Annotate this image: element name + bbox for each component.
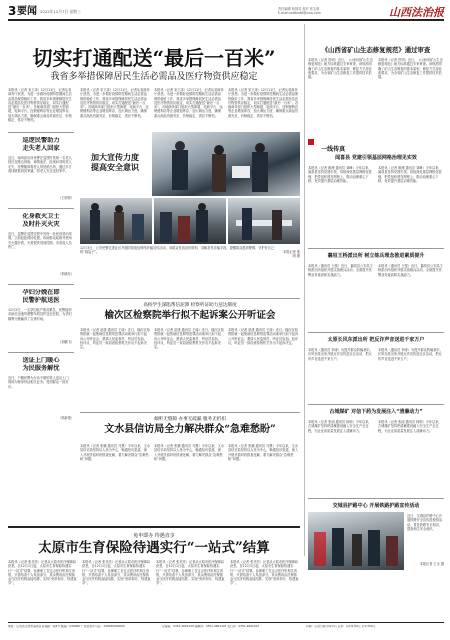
right-item-body-col1: 本报讯（通讯员 王强）近日，襄垣县公安局王桥派出所组织开展实战练兵活动，全面提升民警业务素质和实战能力。 bbox=[308, 264, 373, 277]
right-item-divider bbox=[308, 332, 444, 333]
story-yuci bbox=[80, 298, 300, 408]
right-item-body-col1: 本报讯（记者 张丽 通讯员 杨明）今年以来，古城煤矿坚持把清廉建设融入安全生产全过程，为企业高质量发展注入清廉动力。 bbox=[308, 420, 372, 433]
section-name: 要闻 bbox=[17, 6, 37, 17]
brief-body: 近日，南风派出所民警在巡逻时发现一名老人独自在路边徘徊，神情迷茫，经询问得知老人走失，民警随即将老人带回派出所，通过多方查找联系到其家属，将老人安全送回家中。 bbox=[8, 156, 72, 173]
special-label bbox=[308, 136, 444, 153]
brief-divider bbox=[8, 352, 74, 353]
brief-headline: 送证上门暖心 为民服务解忧 bbox=[22, 357, 60, 372]
masthead-logo: 山西法治报 bbox=[389, 6, 444, 19]
lead-subtitle: 我省多举措保障居民生活必需品及医疗物资供应稳定 bbox=[50, 72, 258, 82]
brief-divider bbox=[8, 208, 74, 209]
lead-body-col1: 本报讯（记者 宋王泽）12月11日，记者从省商务厅获悉，为进一步做好疫情防控期间生活必需品保供稳价工作，我省多举措保障居民生活必需品及医疗物资供应稳定，切实打通配送“最后一百米”。各地商务部门组织大型商超、电商平台、连锁便利店等企业增加库存，加大调运力度，确保重点商品货源充足、价格稳定、供应不断档。 bbox=[8, 88, 72, 123]
story-title: 太原市生育保险待遇实行“一站式”结算 bbox=[38, 539, 270, 556]
right-item-headline: 古城煤矿 对信下药为发展注入“清廉动力” bbox=[329, 409, 423, 415]
photo-scene-police bbox=[152, 132, 300, 196]
right-bottom-text: 近日，交城县护路中心开展铁路安全宣传进校园活动，普及铁路安全知识，提高师生安全意识。 bbox=[407, 514, 443, 531]
right-item-divider bbox=[308, 404, 444, 405]
brief-headline: 巡逻民警助力 走失老人回家 bbox=[22, 137, 60, 152]
photo-bottom-right bbox=[228, 198, 300, 244]
brief-divider bbox=[8, 132, 74, 133]
footer-address: 地址：山西省太原市高新区晋祠路一段8号 邮编：030000 广告经营许可证：140000400000 bbox=[8, 625, 125, 628]
right-item bbox=[308, 252, 444, 328]
right-item-headline: 交城县护路中心 开展铁路护路宣传活动 bbox=[332, 503, 420, 509]
photo-scene-crowd bbox=[154, 198, 226, 244]
brief-item bbox=[8, 357, 74, 427]
right-title: 《山西省矿山生态修复规范》通过审查 bbox=[321, 46, 431, 54]
footer bbox=[8, 625, 444, 635]
story-kicker: 免申即办 待遇直享 bbox=[133, 532, 175, 539]
footer-rule bbox=[8, 622, 444, 623]
photo-scene-booth bbox=[228, 198, 300, 244]
brief-item bbox=[8, 289, 74, 349]
story-body-col3: 本报讯（记者 赵康 通讯员 王丽）近日，榆次区检察院就一起帮助信息网络犯罪活动案举行拟不起诉公开听证会，邀请人民监督员、听证员参加。经评议，听证员一致同意检察机关作出不起诉决定。 bbox=[228, 328, 299, 345]
editor-credit: 责任编辑 杨国英 校对 张宝莉 bbox=[278, 7, 320, 11]
story-body-col2: 本报讯（记者 赵康 通讯员 王丽）近日，榆次区检察院就一起帮助信息网络犯罪活动案举行拟不起诉公开听证会，邀请人民监督员、听证员参加。经评议，听证员一致同意检察机关作出不起诉决定。 bbox=[154, 328, 224, 350]
header-rule bbox=[8, 19, 444, 21]
right-item bbox=[308, 408, 444, 494]
photo-caption: 12月3日，公安民警走进社区开展防范电信网络诈骗宣传活动，向群众发放宣传资料，讲解常见诈骗手段，提醒群众提高警惕，守护好自己的“钱袋子”。 bbox=[80, 246, 275, 255]
brief-signature: （李晓东） bbox=[58, 272, 74, 276]
brief-divider bbox=[8, 284, 74, 285]
story-top-rule bbox=[80, 298, 300, 299]
story-top-rule bbox=[80, 412, 300, 413]
story-taiyuan-insurance bbox=[8, 526, 300, 618]
right-body-col2: 本报讯（记者 贺明）近日，《山西省矿山生态修复规范》地方标准通过专家审查。该规范明确了矿山生态修复的基本原则、修复方式及验收要求，为全省矿山生态修复工作提供技术依据。 bbox=[378, 58, 443, 80]
right-item-body-col2: 本报讯（记者 张丽 通讯员 杨明）今年以来，古城煤矿坚持把清廉建设融入安全生产全过程，为企业高质量发展注入清廉动力。 bbox=[378, 420, 442, 433]
lead-body-col3: 本报讯（记者 宋王泽）12月11日，记者从省商务厅获悉，为进一步做好疫情防控期间生活必需品保供稳价工作，我省多举措保障居民生活必需品及医疗物资供应稳定，切实打通配送“最后一百米”。各地商务部门组织大型商超、电商平台、连锁便利店等企业增加库存，加大调运力度，确保重点商品货源充足、价格稳定、供应不断档。 bbox=[154, 88, 224, 118]
lead-body-col4: 本报讯（记者 宋王泽）12月11日，记者从省商务厅获悉，为进一步做好疫情防控期间生活必需品保供稳价工作，我省多举措保障居民生活必需品及医疗物资供应稳定，切实打通配送“最后一百米”。各地商务部门组织大型商超、电商平台、连锁便利店等企业增加库存，加大调运力度，确保重点商品货源充足、价格稳定、供应不断档。 bbox=[228, 88, 299, 118]
special-label-icon bbox=[308, 139, 314, 145]
right-bottom-credit: 本报记者 王永 摄 bbox=[419, 562, 444, 566]
lead-title: 切实打通配送“最后一百米” bbox=[32, 46, 276, 70]
story-kicker: 高校学生深陷帮信泥潭 检察听证助力送达制度 bbox=[143, 303, 237, 308]
story-body-col1: 本报讯（记者 张鹏 通讯员 马慧）今年以来，文水县信访局坚持以人民为中心，畅通信访渠道，深入开展矛盾纠纷排查化解，着力解决群众“急难愁盼”问题。 bbox=[80, 444, 150, 461]
right-item-body-col1: 本报讯（通讯员 李涛）为提升群众防骗意识，长风东派出所开展反诈宣传进社区活动，把反诈声音送进千家万户。 bbox=[308, 348, 373, 361]
photo-scene-street bbox=[80, 198, 152, 244]
photo-bottom-left bbox=[80, 198, 152, 244]
brief-signature: （王婷婷） bbox=[58, 196, 74, 200]
photo-credit: 本报记者 邢明 摄 bbox=[283, 250, 300, 259]
photo-bottom-mid bbox=[154, 198, 226, 244]
brief-headline: 孕妇分娩在即 民警护航送医 bbox=[22, 289, 60, 304]
column-divider-right bbox=[304, 24, 305, 556]
story-title: 榆次区检察院举行拟不起诉案公开听证会 bbox=[104, 310, 276, 321]
brief-body: 12月2日，一名孕妇临产情况紧急，民警接到求助后迅速驾驶警车将其护送至医院，为孕妇顺利分娩赢得了宝贵时间。 bbox=[8, 308, 72, 321]
photo-top-right bbox=[152, 132, 300, 196]
right-item-headline: 襄垣王桥派出所 树立练兵理念推进素质提升 bbox=[327, 253, 425, 259]
story-top-rule bbox=[8, 526, 300, 528]
story-kicker: 倾听无缝隙 办事无疏漏 服务无折扣 bbox=[154, 417, 226, 422]
lead-body-col2: 本报讯（记者 宋王泽）12月11日，记者从省商务厅获悉，为进一步做好疫情防控期间生活必需品保供稳价工作，我省多举措保障居民生活必需品及医疗物资供应稳定，切实打通配送“最后一百米”。各地商务部门组织大型商超、电商平台、连锁便利店等企业增加库存，加大调运力度，确保重点商品货源充足、价格稳定、供应不断档。 bbox=[80, 88, 150, 118]
right-item-headline: 闻喜县 党建引领基层网格治理见实效 bbox=[335, 155, 417, 161]
brief-item bbox=[8, 137, 74, 205]
right-item-body-col2: 本报讯（通讯员 李涛）为提升群众防骗意识，长风东派出所开展反诈宣传进社区活动，把反诈声音送进千家万户。 bbox=[378, 348, 443, 361]
story-body-col1: 本报讯（记者 赵康 通讯员 王丽）近日，榆次区检察院就一起帮助信息网络犯罪活动案举行拟不起诉公开听证会，邀请人民监督员、听证员参加。经评议，听证员一致同意检察机关作出不起诉决定。 bbox=[80, 328, 150, 350]
brief-item bbox=[8, 213, 74, 281]
story-body-col4: 本报讯（记者 张亮亮）记者从太原市医疗保障局获悉，自12月1日起，太原市生育保险待遇实行“一站式”结算，参保职工在定点医疗机构生育的，只需结清个人负担部分，其余费用由医保基金与医疗机构直接结算，实现“免申即办、待遇直享”。 bbox=[230, 560, 299, 586]
left-briefs-column bbox=[8, 132, 74, 422]
story-body-col2: 本报讯（记者 张亮亮）记者从太原市医疗保障局获悉，自12月1日起，太原市生育保险待遇实行“一站式”结算，参保职工在定点医疗机构生育的，只需结清个人负担部分，其余费用由医保基金与医疗机构直接结算，实现“免申即办、待遇直享”。 bbox=[82, 560, 151, 586]
story-body-col3: 本报讯（记者 张鹏 通讯员 马慧）今年以来，文水县信访局坚持以人民为中心，畅通信访渠道，深入开展矛盾纠纷排查化解，着力解决群众“急难愁盼”问题。 bbox=[228, 444, 299, 461]
section-header bbox=[8, 4, 444, 18]
editor-email: E-mail:sxfzbsd8@sina.com bbox=[278, 11, 321, 15]
right-item-divider bbox=[308, 498, 444, 499]
footer-print: 印刷：山西日报印务中心 定价：每份1.00元 全年300元 bbox=[306, 625, 376, 628]
brief-body: 近日，巡警在巡逻过程中发现一处民房冒出浓烟，立即赶赴现场处置，协助群众疏散并使用灭火器扑救，火势很快得到控制，未造成人员伤亡。 bbox=[8, 232, 72, 249]
right-body-col1: 本报讯（记者 贺明）近日，《山西省矿山生态修复规范》地方标准通过专家审查。该规范明确了矿山生态修复的基本原则、修复方式及验收要求，为全省矿山生态修复工作提供技术依据。 bbox=[308, 58, 373, 80]
right-item bbox=[308, 154, 444, 244]
story-body-col2: 本报讯（记者 张鹏 通讯员 马慧）今年以来，文水县信访局坚持以人民为中心，畅通信访渠道，深入开展矛盾纠纷排查化解，着力解决群众“急难愁盼”问题。 bbox=[154, 444, 224, 461]
footer-contact: 总编室：0351-4661100 编辑部：0351-4661101 发行部：0351-4661102 bbox=[162, 625, 260, 628]
right-column bbox=[308, 24, 444, 556]
issue-date: 2022年12月7日 星期三 bbox=[40, 9, 81, 14]
brief-signature: （郭新蕾） bbox=[58, 416, 74, 420]
photo-feature bbox=[80, 132, 300, 262]
right-item-body-col2: 本报讯（记者 姚博 通讯员 刘峰）今年以来，闻喜县坚持党建引领，持续深化基层网格化管理，把党组织建在网格上，推动治理重心下移，有效提升基层治理效能。 bbox=[378, 166, 442, 183]
story-body-col3: 本报讯（记者 张亮亮）记者从太原市医疗保障局获悉，自12月1日起，太原市生育保险待遇实行“一站式”结算，参保职工在定点医疗机构生育的，只需结清个人负担部分，其余费用由医保基金与医疗机构直接结算，实现“免申即办、待遇直享”。 bbox=[156, 560, 225, 586]
photo-feature-title: 加大宣传力度 提高安全意识 bbox=[91, 152, 139, 172]
right-item-body-col2: 本报讯（通讯员 王强）近日，襄垣县公安局王桥派出所组织开展实战练兵活动，全面提升民警业务素质和实战能力。 bbox=[378, 264, 443, 277]
story-body-col1: 本报讯（记者 张亮亮）记者从太原市医疗保障局获悉，自12月1日起，太原市生育保险待遇实行“一站式”结算，参保职工在定点医疗机构生育的，只需结清个人负担部分，其余费用由医保基金与医疗机构直接结算，实现“免申即办、待遇直享”。 bbox=[8, 560, 77, 586]
photo-scene-railway bbox=[308, 512, 404, 570]
right-item bbox=[308, 336, 444, 400]
story-wenshui bbox=[80, 412, 300, 524]
story-title: 文水县信访局全力解决群众“急难愁盼” bbox=[104, 424, 276, 435]
right-bottom-photo bbox=[308, 512, 404, 570]
brief-headline: 化身救火卫士 及时扑灭火灾 bbox=[22, 213, 60, 228]
brief-signature: （刘鹏飞） bbox=[58, 340, 74, 344]
section-number: 3 bbox=[8, 4, 17, 18]
right-item-body-col1: 本报讯（记者 姚博 通讯员 刘峰）今年以来，闻喜县坚持党建引领，持续深化基层网格化管理，把党组织建在网格上，推动治理重心下移，有效提升基层治理效能。 bbox=[308, 166, 372, 183]
right-item-divider bbox=[308, 248, 444, 249]
right-item-headline: 太原长风东派出所 把反诈声音送进千家万户 bbox=[327, 337, 425, 343]
special-label-text: 一线传真 bbox=[321, 146, 346, 153]
brief-body: 近日，户籍民警为行动不便的老人送证上门，现场办理身份证相关业务，受到群众一致好评。 bbox=[8, 376, 72, 389]
